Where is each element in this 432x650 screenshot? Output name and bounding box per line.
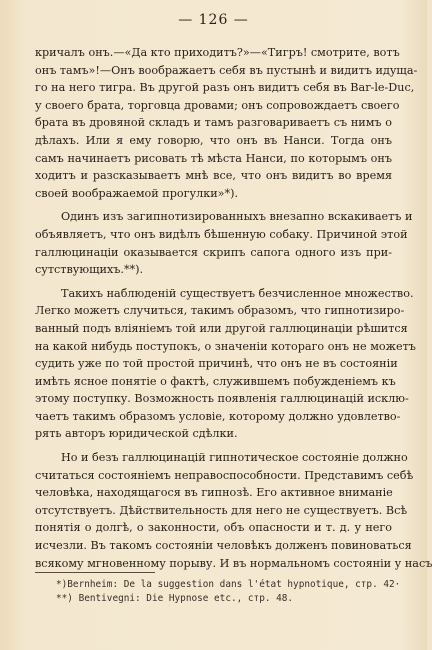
text-line: судить уже по той простой причинѣ, что онъ не въ состояніи <box>35 357 398 371</box>
text-line: Такихъ наблюденій существуетъ безчисленное множество. <box>61 286 414 300</box>
text-line: ходитъ и разсказываетъ мнѣ все, что онъ видитъ во время <box>35 169 392 183</box>
text-line: считаться состояніемъ неправоспособности. Представимъ себѣ <box>35 468 414 482</box>
footnote-divider <box>35 572 155 573</box>
footnote-2: **) Bentivegni: Die Hypnose etc., стр. 48. <box>56 592 294 604</box>
text-line: рять авторъ юридической сдѣлки. <box>35 427 238 441</box>
text-line: имѣть ясное понятіе о фактѣ, служившемъ побужденіемъ къ <box>35 374 396 388</box>
text-line: отсутствуетъ. Дѣйствительность для него не существуетъ. Всѣ <box>35 503 408 517</box>
text-line: Одинъ изъ загипнотизированныхъ внезапно вскакиваетъ и <box>61 210 413 224</box>
text-line: го на него тигра. Въ другой разъ онъ видитъ себя въ Bar-le-Duc, <box>35 81 415 95</box>
text-line: своей воображаемой прогулки»*). <box>35 186 239 200</box>
text-line: объявляетъ, что онъ видѣлъ бѣшенную собаку. Причиной этой <box>35 227 408 241</box>
text-line: на какой нибудь поступокъ, о значеніи котораго онъ не можетъ <box>35 339 416 353</box>
footnote-1: *)Bernheim: De la suggestion dans l'état hypnotique, стр. 42· <box>56 579 401 590</box>
text-line: чаетъ такимъ образомъ условіе, которому должно удовлетво- <box>35 409 401 423</box>
body-text <box>35 44 432 572</box>
paragraph <box>35 208 413 278</box>
page-number: — 126 — <box>178 12 249 28</box>
text-line: понятія о долгѣ, о законности, объ опасности и т. д. у него <box>35 521 392 535</box>
text-line: человѣка, находящагося въ гипнозѣ. Его активное вниманіе <box>35 486 393 500</box>
text-line: исчезли. Въ такомъ состояніи человѣкъ долженъ повиноваться <box>35 539 412 553</box>
text-line: галлюцинаціи оказывается скрипъ сапога одного изъ при- <box>35 245 392 259</box>
text-line: кричалъ онъ.—«Да кто приходитъ?»—«Тигръ! смотрите, вотъ <box>35 46 400 59</box>
text-line: дѣлахъ. Или я ему говорю, что онъ въ Нанси. Тогда онъ <box>35 133 392 147</box>
paragraph <box>35 285 416 443</box>
text-line: онъ тамъ»!—Онъ воображаетъ себя въ пустынѣ и видитъ идуща- <box>35 63 418 77</box>
text-line: брата въ дровяной складъ и тамъ разговариваетъ съ нимъ о <box>35 116 392 130</box>
text-line: этому поступку. Возможность появленія галлюцинацій исклю- <box>35 392 409 406</box>
text-line: всякому мгновенному порыву. И въ нормальномъ состояніи у насъ <box>35 556 432 570</box>
text-line: самъ начинаетъ рисовать тѣ мѣста Нанси, по которымъ онъ <box>35 151 392 165</box>
text-line: ванный подъ вліяніемъ той или другой галлюцинаціи рѣшится <box>35 321 408 335</box>
paragraph <box>35 449 432 572</box>
paragraph <box>35 44 418 202</box>
footnotes <box>56 578 401 605</box>
text-line: Легко можетъ случиться, такимъ образомъ, что гипнотизиро- <box>35 304 405 318</box>
text-line: сутствующихъ.**). <box>35 263 144 277</box>
text-line: у своего брата, торговца дровами; онъ сопровождаетъ своего <box>35 98 400 112</box>
text-line: Но и безъ галлюцинацій гипнотическое состояніе должно <box>61 451 408 465</box>
